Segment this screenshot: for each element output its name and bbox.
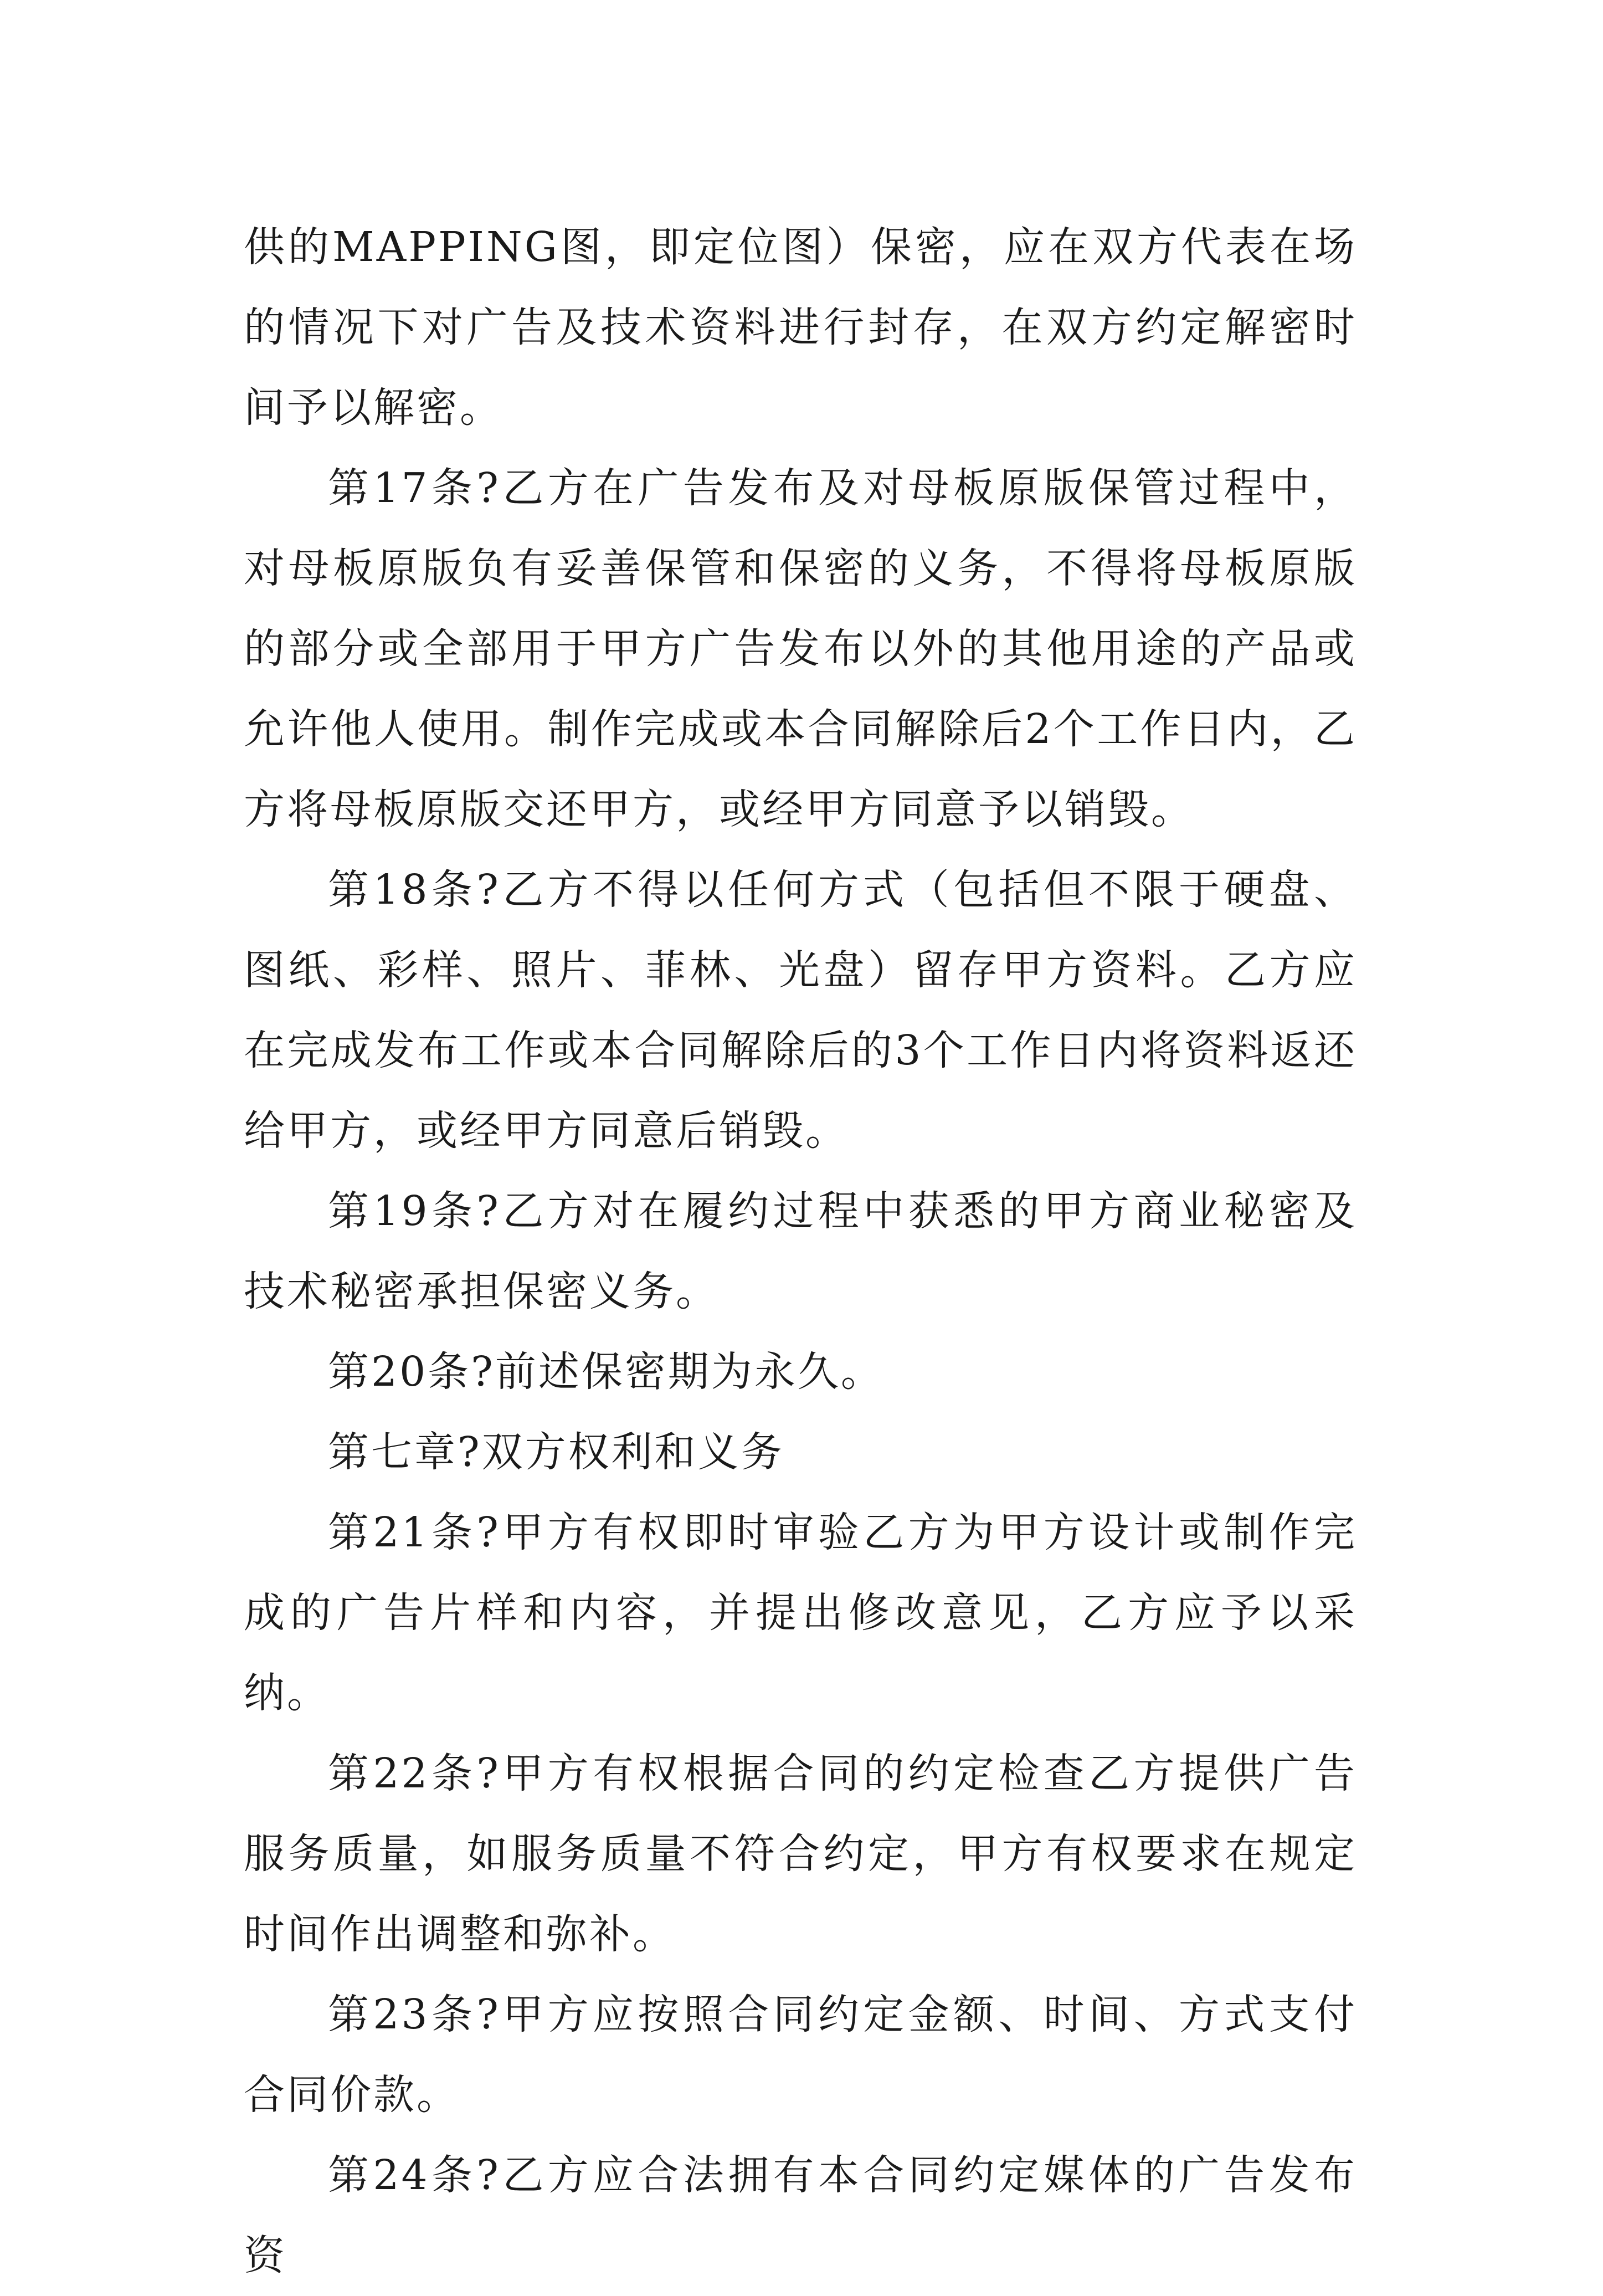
- paragraph-article-23: 第23条?甲方应按照合同约定金额、时间、方式支付合同价款。: [244, 1991, 1357, 2119]
- paragraph-article-21: 第21条?甲方有权即时审验乙方为甲方设计或制作完成的广告片样和内容，并提出修改意见，乙方应予以采纳。: [244, 1509, 1357, 1717]
- paragraph-article-17: 第17条?乙方在广告发布及对母板原版保管过程中，对母板原版负有妥善保管和保密的义务，不得将母板原版的部分或全部用于甲方广告发布以外的其他用途的产品或允许他人使用。制作完成或本合同解除后2个工作日内，乙方将母板原版交还甲方，或经甲方同意予以销毁。: [244, 464, 1357, 833]
- paragraph-continuation: 供的MAPPING图，即定位图）保密，应在双方代表在场的情况下对广告及技术资料进行封存，在双方约定解密时间予以解密。: [244, 223, 1357, 432]
- paragraph-article-22: 第22条?甲方有权根据合同的约定检查乙方提供广告服务质量，如服务质量不符合约定，甲方有权要求在规定时间作出调整和弥补。: [244, 1750, 1357, 1958]
- paragraph-article-19: 第19条?乙方对在履约过程中获悉的甲方商业秘密及技术秘密承担保密义务。: [244, 1187, 1357, 1315]
- paragraph-article-20: 第20条?前述保密期为永久。: [328, 1348, 884, 1396]
- paragraph-article-18: 第18条?乙方不得以任何方式（包括但不限于硬盘、图纸、彩样、照片、菲林、光盘）留存甲方资料。乙方应在完成发布工作或本合同解除后的3个工作日内将资料返还给甲方，或经甲方同意后销毁。: [244, 866, 1357, 1155]
- chapter-heading-7: 第七章?双方权利和义务: [328, 1428, 784, 1476]
- paragraph-article-24: 第24条?乙方应合法拥有本合同约定媒体的广告发布资: [244, 2151, 1357, 2279]
- document-body: [244, 207, 1357, 2296]
